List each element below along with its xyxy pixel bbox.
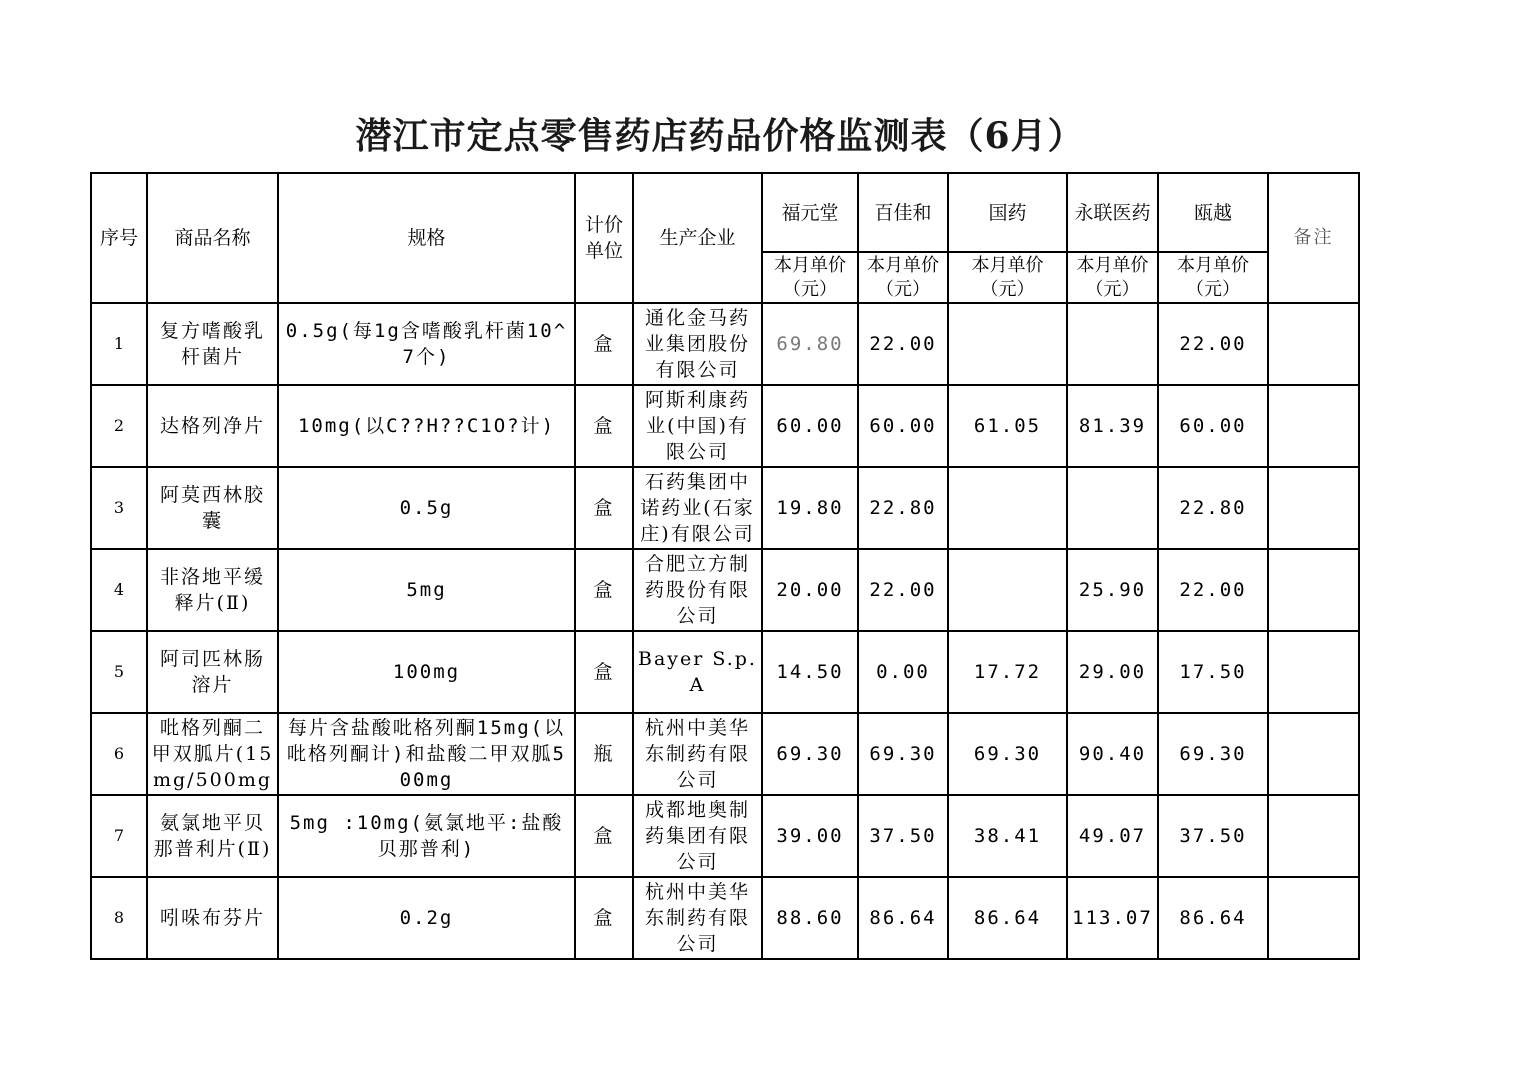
row-price: 38.41 [948, 795, 1067, 877]
row-maker: 石药集团中诺药业(石家庄)有限公司 [633, 467, 762, 549]
header-store: 福元堂 [762, 173, 858, 252]
row-price: 22.80 [1158, 467, 1268, 549]
row-remark [1268, 795, 1359, 877]
header-price-label: 本月单价（元） [948, 252, 1067, 303]
price-table [90, 172, 1360, 960]
row-price: 22.00 [858, 549, 948, 631]
row-maker: 杭州中美华东制药有限公司 [633, 877, 762, 959]
row-price: 81.39 [1067, 385, 1158, 467]
row-price: 20.00 [762, 549, 858, 631]
header-maker: 生产企业 [633, 173, 762, 303]
row-remark [1268, 303, 1359, 385]
row-remark [1268, 467, 1359, 549]
row-price: 69.30 [762, 713, 858, 795]
table-row [91, 877, 1359, 959]
header-store: 瓯越 [1158, 173, 1268, 252]
row-price: 37.50 [858, 795, 948, 877]
row-price [1067, 467, 1158, 549]
row-price: 19.80 [762, 467, 858, 549]
row-index: 3 [91, 467, 147, 549]
row-index: 1 [91, 303, 147, 385]
row-price: 22.80 [858, 467, 948, 549]
row-price: 69.30 [948, 713, 1067, 795]
row-index: 5 [91, 631, 147, 713]
header-unit: 计价单位 [575, 173, 633, 303]
row-maker: Bayer S.p.A [633, 631, 762, 713]
row-spec: 5mg [278, 549, 575, 631]
table-row [91, 549, 1359, 631]
row-price: 69.30 [1158, 713, 1268, 795]
row-spec: 0.5g [278, 467, 575, 549]
header-price-label: 本月单价（元） [858, 252, 948, 303]
row-price: 69.80 [762, 303, 858, 385]
row-name: 氨氯地平贝那普利片(Ⅱ) [147, 795, 278, 877]
row-spec: 0.5g(每1g含嗜酸乳杆菌10^7个) [278, 303, 575, 385]
row-price: 113.07 [1067, 877, 1158, 959]
row-price: 25.90 [1067, 549, 1158, 631]
row-price: 22.00 [1158, 303, 1268, 385]
row-remark [1268, 385, 1359, 467]
row-price: 86.64 [858, 877, 948, 959]
row-price: 60.00 [1158, 385, 1268, 467]
table-row [91, 713, 1359, 795]
row-price [948, 549, 1067, 631]
table-row [91, 385, 1359, 467]
row-price: 14.50 [762, 631, 858, 713]
row-maker: 阿斯利康药业(中国)有限公司 [633, 385, 762, 467]
row-spec: 每片含盐酸吡格列酮15mg(以吡格列酮计)和盐酸二甲双胍500mg [278, 713, 575, 795]
row-price: 60.00 [858, 385, 948, 467]
row-remark [1268, 549, 1359, 631]
row-price: 17.72 [948, 631, 1067, 713]
row-remark [1268, 713, 1359, 795]
row-price: 22.00 [1158, 549, 1268, 631]
row-unit: 盒 [575, 303, 633, 385]
row-price: 86.64 [948, 877, 1067, 959]
row-price: 22.00 [858, 303, 948, 385]
row-unit: 瓶 [575, 713, 633, 795]
row-unit: 盒 [575, 467, 633, 549]
row-price: 29.00 [1067, 631, 1158, 713]
row-name: 阿莫西林胶囊 [147, 467, 278, 549]
row-unit: 盒 [575, 385, 633, 467]
header-spec: 规格 [278, 173, 575, 303]
row-price: 90.40 [1067, 713, 1158, 795]
row-remark [1268, 877, 1359, 959]
row-price [1067, 303, 1158, 385]
table-row [91, 795, 1359, 877]
header-price-label: 本月单价（元） [1067, 252, 1158, 303]
row-name: 吲哚布芬片 [147, 877, 278, 959]
row-unit: 盒 [575, 877, 633, 959]
row-price [948, 303, 1067, 385]
row-price: 17.50 [1158, 631, 1268, 713]
row-index: 2 [91, 385, 147, 467]
row-maker: 成都地奥制药集团有限公司 [633, 795, 762, 877]
header-index: 序号 [91, 173, 147, 303]
row-index: 6 [91, 713, 147, 795]
row-name: 非洛地平缓释片(Ⅱ) [147, 549, 278, 631]
header-name: 商品名称 [147, 173, 278, 303]
page-title: 潜江市定点零售药店药品价格监测表（6月） [355, 115, 1085, 157]
table-row [91, 631, 1359, 713]
row-index: 4 [91, 549, 147, 631]
row-price: 61.05 [948, 385, 1067, 467]
header-price-label: 本月单价（元） [1158, 252, 1268, 303]
row-unit: 盒 [575, 795, 633, 877]
row-maker: 合肥立方制药股份有限公司 [633, 549, 762, 631]
row-price: 60.00 [762, 385, 858, 467]
row-price: 88.60 [762, 877, 858, 959]
table-row [91, 467, 1359, 549]
row-price: 86.64 [1158, 877, 1268, 959]
row-price: 39.00 [762, 795, 858, 877]
row-name: 阿司匹林肠溶片 [147, 631, 278, 713]
row-name: 吡格列酮二甲双胍片(15mg/500mg [147, 713, 278, 795]
row-index: 8 [91, 877, 147, 959]
row-index: 7 [91, 795, 147, 877]
row-price: 37.50 [1158, 795, 1268, 877]
row-maker: 通化金马药业集团股份有限公司 [633, 303, 762, 385]
row-spec: 0.2g [278, 877, 575, 959]
header-store: 百佳和 [858, 173, 948, 252]
header-store: 永联医药 [1067, 173, 1158, 252]
row-spec: 10mg(以C??H??C1O?计) [278, 385, 575, 467]
row-maker: 杭州中美华东制药有限公司 [633, 713, 762, 795]
table-row [91, 303, 1359, 385]
header-store: 国药 [948, 173, 1067, 252]
row-unit: 盒 [575, 549, 633, 631]
row-spec: 100mg [278, 631, 575, 713]
row-unit: 盒 [575, 631, 633, 713]
row-spec: 5mg :10mg(氨氯地平:盐酸贝那普利) [278, 795, 575, 877]
row-remark [1268, 631, 1359, 713]
row-price: 49.07 [1067, 795, 1158, 877]
header-price-label: 本月单价（元） [762, 252, 858, 303]
row-name: 达格列净片 [147, 385, 278, 467]
row-price: 69.30 [858, 713, 948, 795]
header-remark: 备注 [1268, 173, 1359, 303]
row-price: 0.00 [858, 631, 948, 713]
row-price [948, 467, 1067, 549]
row-name: 复方嗜酸乳杆菌片 [147, 303, 278, 385]
